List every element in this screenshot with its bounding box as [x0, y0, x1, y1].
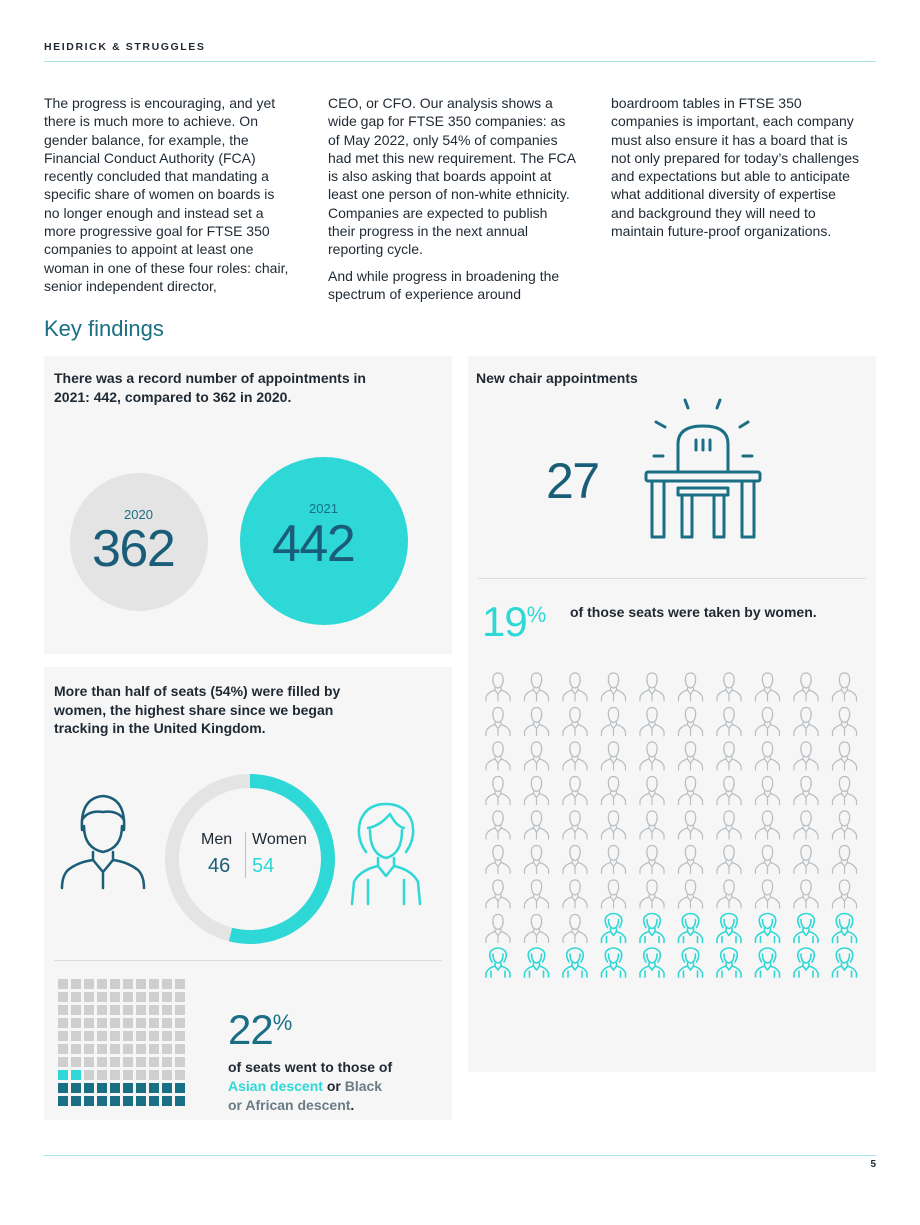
grid-square	[136, 1070, 146, 1080]
man-figure-icon	[679, 742, 703, 770]
grid-square	[97, 992, 107, 1002]
grid-square	[136, 1057, 146, 1067]
grid-square	[97, 1044, 107, 1054]
man-figure-icon	[679, 708, 703, 736]
woman-figure-icon	[486, 948, 510, 977]
grid-square	[84, 1057, 94, 1067]
black-descent-square	[110, 1083, 120, 1093]
man-figure-icon	[794, 777, 818, 805]
grid-square	[162, 1005, 172, 1015]
man-figure-icon	[525, 880, 549, 908]
grid-square	[110, 1044, 120, 1054]
men-value: 46	[208, 855, 231, 877]
paragraph: boardroom tables in FTSE 350 companies is important, each company must also ensure it has a board that is not only prepared for today’s challenges and expectations but able to anticipate what additional diversity of expertise and background they will need to maintain future-proof organizations.	[611, 95, 860, 240]
percent-symbol: %	[272, 1010, 292, 1035]
black-descent-square	[123, 1083, 133, 1093]
woman-figure-icon	[756, 948, 780, 977]
grid-square	[84, 1070, 94, 1080]
man-figure-icon	[794, 846, 818, 874]
grid-square	[175, 1044, 185, 1054]
grid-square	[110, 1018, 120, 1028]
man-figure-icon	[563, 880, 587, 908]
man-figure-icon	[679, 673, 703, 701]
grid-square	[123, 1057, 133, 1067]
man-figure-icon	[679, 880, 703, 908]
man-figure-icon	[640, 811, 664, 839]
man-figure-icon	[640, 777, 664, 805]
grid-square	[162, 1057, 172, 1067]
grid-square	[149, 1057, 159, 1067]
grid-square	[110, 1031, 120, 1041]
black-descent-square	[71, 1096, 81, 1106]
man-figure-icon	[602, 846, 626, 874]
grid-square	[123, 1005, 133, 1015]
key-findings-title: Key findings	[44, 316, 164, 341]
black-descent-square	[58, 1096, 68, 1106]
grid-square	[149, 1018, 159, 1028]
grid-square	[123, 979, 133, 989]
grid-square	[84, 1018, 94, 1028]
woman-figure-icon	[602, 914, 626, 943]
woman-figure-icon	[640, 914, 664, 943]
chair-heading: New chair appointments	[476, 370, 638, 386]
women-chair-percent	[482, 598, 545, 646]
grid-square	[162, 1044, 172, 1054]
grid-square	[71, 1031, 81, 1041]
man-figure-icon	[602, 673, 626, 701]
period: .	[350, 1097, 355, 1113]
women-label: Women	[252, 831, 307, 848]
black-descent-square	[84, 1096, 94, 1106]
man-figure-icon	[794, 742, 818, 770]
man-icon	[58, 790, 148, 890]
women-chair-text: of those seats were taken by women.	[570, 604, 817, 620]
black-descent-square	[136, 1083, 146, 1093]
man-figure-icon	[717, 811, 741, 839]
man-figure-icon	[717, 673, 741, 701]
paragraph: The progress is encouraging, and yet there is much more to achieve. On gender balance, for example, the Financial Conduct Authority (FCA) recently concluded that mandating a specific share of women on boards is no longer enough and instead set a more progressive goal for FTSE 350 companies to appoint at least one woman in one of these four roles: chair, senior independent director,	[44, 95, 289, 294]
woman-figure-icon	[525, 948, 549, 977]
black-descent-square	[58, 1083, 68, 1093]
woman-icon	[346, 798, 426, 906]
grid-square	[71, 979, 81, 989]
grid-square	[58, 1005, 68, 1015]
man-figure-icon	[640, 846, 664, 874]
woman-figure-icon	[794, 914, 818, 943]
man-figure-icon	[486, 777, 510, 805]
grid-square	[110, 1057, 120, 1067]
man-figure-icon	[640, 673, 664, 701]
grid-square	[58, 1044, 68, 1054]
man-figure-icon	[756, 846, 780, 874]
grid-square	[123, 992, 133, 1002]
black-descent-square	[162, 1096, 172, 1106]
grid-square	[58, 992, 68, 1002]
grid-square	[97, 1018, 107, 1028]
seats-divider	[54, 960, 442, 961]
grid-square	[175, 1070, 185, 1080]
woman-figure-icon	[717, 948, 741, 977]
black-descent-square	[149, 1096, 159, 1106]
grid-square	[97, 1070, 107, 1080]
black-descent-square	[71, 1083, 81, 1093]
man-figure-icon	[602, 708, 626, 736]
asian-descent-label: Asian descent	[228, 1078, 323, 1094]
grid-square	[175, 1057, 185, 1067]
woman-figure-icon	[756, 914, 780, 943]
year-2020-label: 2020	[124, 507, 153, 522]
paragraph: And while progress in broadening the spectrum of experience around	[328, 267, 560, 302]
grid-square	[149, 979, 159, 989]
women-value: 54	[252, 855, 275, 877]
grid-square	[136, 1031, 146, 1041]
black-descent-square	[123, 1096, 133, 1106]
chair-count: 27	[546, 453, 599, 509]
man-figure-icon	[679, 777, 703, 805]
man-figure-icon	[717, 742, 741, 770]
black-descent-square	[175, 1096, 185, 1106]
man-figure-icon	[525, 673, 549, 701]
grid-square	[97, 1057, 107, 1067]
year-2021-label: 2021	[309, 501, 338, 516]
grid-square	[175, 992, 185, 1002]
man-figure-icon	[486, 915, 510, 943]
grid-square	[58, 1031, 68, 1041]
man-figure-icon	[563, 742, 587, 770]
man-figure-icon	[833, 742, 857, 770]
grid-square	[84, 992, 94, 1002]
man-figure-icon	[602, 880, 626, 908]
black-descent-square	[110, 1096, 120, 1106]
value-2020: 362	[92, 520, 175, 578]
man-figure-icon	[563, 673, 587, 701]
man-figure-icon	[833, 811, 857, 839]
man-figure-icon	[486, 846, 510, 874]
grid-square	[149, 1005, 159, 1015]
man-figure-icon	[525, 742, 549, 770]
grid-square	[149, 992, 159, 1002]
grid-square	[71, 1044, 81, 1054]
grid-square	[58, 1057, 68, 1067]
grid-square	[110, 992, 120, 1002]
man-figure-icon	[756, 811, 780, 839]
man-figure-icon	[563, 811, 587, 839]
grid-square	[71, 1018, 81, 1028]
gender-donut-chart	[162, 771, 338, 947]
grid-square	[136, 1005, 146, 1015]
body-column-1	[44, 94, 292, 295]
woman-figure-icon	[563, 948, 587, 977]
chair-divider	[478, 578, 866, 579]
header-rule	[44, 61, 876, 62]
footer-rule	[44, 1155, 876, 1156]
grid-square	[71, 1057, 81, 1067]
grid-square	[175, 1031, 185, 1041]
black-descent-label-b: or African descent	[228, 1097, 351, 1113]
man-figure-icon	[679, 846, 703, 874]
man-figure-icon	[833, 846, 857, 874]
grid-square	[71, 992, 81, 1002]
black-descent-label-a: Black	[344, 1078, 383, 1094]
woman-figure-icon	[794, 948, 818, 977]
grid-square	[149, 1070, 159, 1080]
grid-square	[149, 1031, 159, 1041]
percent-value: 19	[482, 598, 527, 645]
woman-figure-icon	[679, 914, 703, 943]
grid-square	[84, 1044, 94, 1054]
man-figure-icon	[756, 708, 780, 736]
black-descent-square	[149, 1083, 159, 1093]
people-figure-grid	[479, 669, 867, 1013]
man-figure-icon	[833, 880, 857, 908]
black-descent-square	[162, 1083, 172, 1093]
percent-value: 22	[228, 1006, 273, 1053]
men-label: Men	[201, 831, 233, 848]
man-figure-icon	[640, 742, 664, 770]
man-figure-icon	[833, 708, 857, 736]
grid-square	[110, 979, 120, 989]
grid-square	[162, 1031, 172, 1041]
grid-square	[110, 1005, 120, 1015]
man-figure-icon	[717, 777, 741, 805]
man-figure-icon	[756, 673, 780, 701]
man-figure-icon	[717, 846, 741, 874]
ethnicity-square-grid	[58, 979, 186, 1107]
woman-figure-icon	[833, 914, 857, 943]
grid-square	[97, 1031, 107, 1041]
grid-square	[97, 979, 107, 989]
man-figure-icon	[563, 846, 587, 874]
grid-square	[123, 1031, 133, 1041]
percent-symbol: %	[526, 602, 546, 627]
grid-square	[84, 979, 94, 989]
man-figure-icon	[794, 708, 818, 736]
grid-square	[136, 992, 146, 1002]
man-figure-icon	[602, 811, 626, 839]
grid-square	[162, 992, 172, 1002]
man-figure-icon	[525, 811, 549, 839]
asian-descent-square	[58, 1070, 68, 1080]
appointments-heading: There was a record number of appointments in 2021: 442, compared to 362 in 2020.	[54, 370, 366, 405]
black-descent-square	[97, 1096, 107, 1106]
body-column-2	[328, 94, 576, 303]
grid-square	[97, 1005, 107, 1015]
man-figure-icon	[563, 777, 587, 805]
asian-descent-square	[71, 1070, 81, 1080]
man-figure-icon	[525, 915, 549, 943]
man-figure-icon	[486, 742, 510, 770]
ethnicity-line1: of seats went to those of	[228, 1059, 393, 1075]
grid-square	[84, 1005, 94, 1015]
value-2021: 442	[272, 515, 355, 573]
grid-square	[123, 1070, 133, 1080]
man-figure-icon	[756, 880, 780, 908]
man-figure-icon	[563, 708, 587, 736]
man-figure-icon	[525, 846, 549, 874]
black-descent-square	[136, 1096, 146, 1106]
black-descent-square	[175, 1083, 185, 1093]
or-word: or	[326, 1078, 341, 1094]
grid-square	[123, 1018, 133, 1028]
grid-square	[58, 1018, 68, 1028]
man-figure-icon	[525, 777, 549, 805]
paragraph: CEO, or CFO. Our analysis shows a wide gap for FTSE 350 companies: as of May 2022, only 54% of companies had met this new requirement. The FCA is also asking that boards appoint at least one person of non-white ethnicity. Companies are expected to publish their progress in the next annual reporting cycle.	[328, 95, 576, 258]
body-column-3	[611, 94, 859, 240]
grid-square	[175, 1018, 185, 1028]
man-figure-icon	[756, 742, 780, 770]
grid-square	[84, 1031, 94, 1041]
man-figure-icon	[486, 708, 510, 736]
man-figure-icon	[756, 777, 780, 805]
black-descent-square	[84, 1083, 94, 1093]
grid-square	[136, 979, 146, 989]
grid-square	[71, 1005, 81, 1015]
man-figure-icon	[602, 777, 626, 805]
grid-square	[136, 1018, 146, 1028]
man-figure-icon	[717, 880, 741, 908]
man-figure-icon	[794, 880, 818, 908]
seats-heading: More than half of seats (54%) were filled by women, the highest share since we began tracking in the United Kingdom.	[54, 683, 341, 736]
man-figure-icon	[486, 673, 510, 701]
man-figure-icon	[640, 708, 664, 736]
man-figure-icon	[679, 811, 703, 839]
grid-square	[162, 1070, 172, 1080]
man-figure-icon	[833, 777, 857, 805]
grid-square	[110, 1070, 120, 1080]
brand-header: HEIDRICK & STRUGGLES	[44, 41, 206, 53]
grid-square	[123, 1044, 133, 1054]
woman-figure-icon	[602, 948, 626, 977]
man-figure-icon	[833, 673, 857, 701]
woman-figure-icon	[640, 948, 664, 977]
man-figure-icon	[486, 811, 510, 839]
ethnicity-text	[228, 1058, 428, 1115]
man-figure-icon	[640, 880, 664, 908]
ethnicity-percent	[228, 1006, 291, 1054]
man-figure-icon	[794, 673, 818, 701]
grid-square	[136, 1044, 146, 1054]
grid-square	[162, 1018, 172, 1028]
grid-square	[149, 1044, 159, 1054]
grid-square	[175, 979, 185, 989]
chair-table-icon	[640, 396, 766, 542]
man-figure-icon	[525, 708, 549, 736]
black-descent-square	[97, 1083, 107, 1093]
man-figure-icon	[717, 708, 741, 736]
man-figure-icon	[486, 880, 510, 908]
woman-figure-icon	[679, 948, 703, 977]
woman-figure-icon	[717, 914, 741, 943]
grid-square	[58, 979, 68, 989]
page-number: 5	[870, 1159, 876, 1170]
man-figure-icon	[794, 811, 818, 839]
man-figure-icon	[563, 915, 587, 943]
donut-separator	[245, 832, 246, 878]
man-figure-icon	[602, 742, 626, 770]
grid-square	[175, 1005, 185, 1015]
woman-figure-icon	[833, 948, 857, 977]
grid-square	[162, 979, 172, 989]
